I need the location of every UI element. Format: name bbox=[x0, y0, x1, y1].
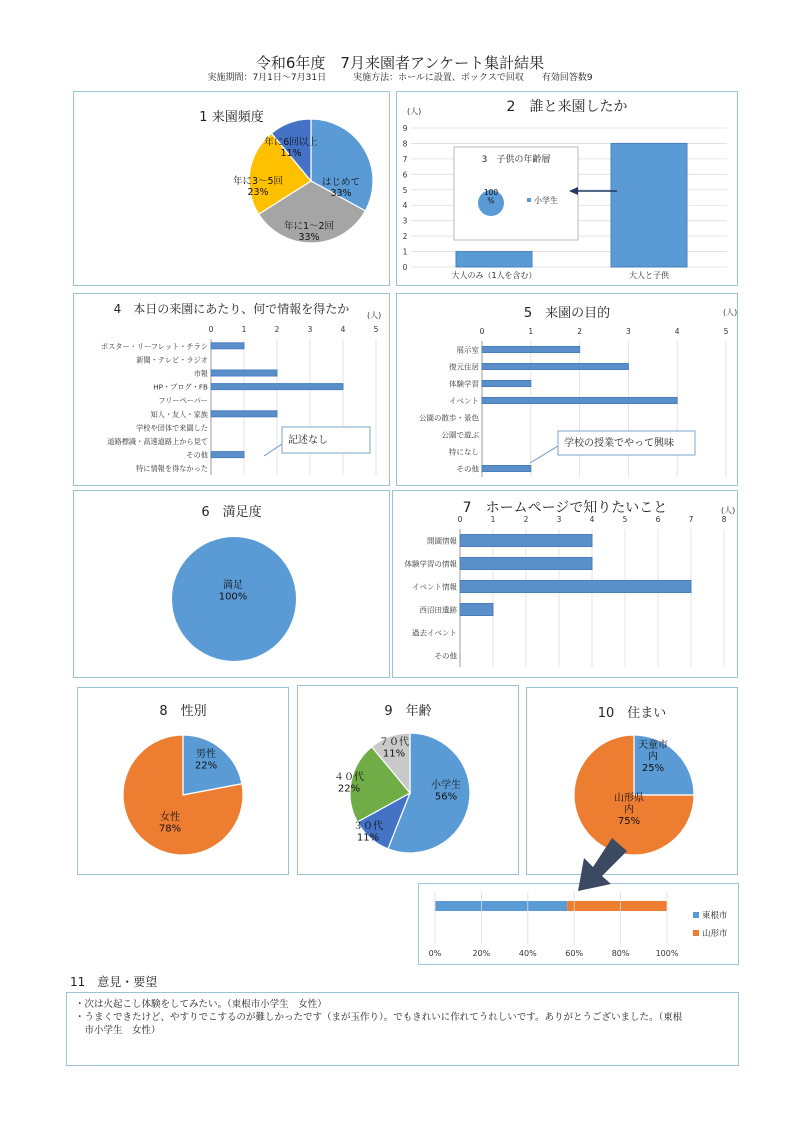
xtick-q4-2: 2 bbox=[274, 325, 280, 334]
pie-label-q9-0: 小学生 56% bbox=[431, 780, 461, 803]
bar-q5-2 bbox=[482, 381, 531, 387]
chart-title-q5: 5 来園の目的 bbox=[523, 306, 611, 321]
xtick-q7-2: 2 bbox=[523, 515, 529, 524]
ytick-q2-2: 2 bbox=[402, 232, 408, 242]
panel-q4 bbox=[73, 293, 390, 486]
panel-q8 bbox=[77, 687, 289, 875]
ytick-q4-4: フリーペーパー bbox=[158, 396, 208, 406]
panel-q10b bbox=[418, 883, 739, 965]
bar-q4-8 bbox=[211, 452, 244, 458]
axis-unit-q5: (人) bbox=[723, 308, 738, 317]
chart-q2 bbox=[397, 92, 739, 287]
panel-q7 bbox=[392, 490, 738, 678]
bar-q7-3 bbox=[460, 604, 493, 616]
xtick-q10b-4: 80% bbox=[611, 949, 630, 958]
xtick-q4-4: 4 bbox=[340, 325, 346, 334]
pie-label-q9-2: ４０代 22% bbox=[334, 772, 364, 795]
xtick-q10b-1: 20% bbox=[472, 949, 491, 958]
panel-q6 bbox=[73, 490, 390, 678]
xtick-q7-4: 4 bbox=[589, 515, 595, 524]
xtick-q2-1: 大人と子供 bbox=[629, 271, 669, 280]
ytick-q4-5: 知人・友人・家族 bbox=[150, 409, 208, 419]
pie-label-q8-0: 男性 22% bbox=[194, 749, 218, 772]
xtick-q5-3: 3 bbox=[626, 327, 631, 336]
ytick-q2-7: 7 bbox=[402, 154, 408, 164]
ytick-q2-1: 1 bbox=[402, 247, 408, 257]
page-title: 令和6年度 7月来園者アンケート集計結果 bbox=[255, 54, 545, 72]
chart-q10 bbox=[527, 688, 739, 876]
ytick-q2-0: 0 bbox=[402, 263, 408, 272]
bar-q10b-1 bbox=[567, 901, 667, 911]
bar-q5-1 bbox=[482, 364, 628, 370]
xtick-q7-1: 1 bbox=[490, 515, 496, 524]
axis-unit-q7: (人) bbox=[721, 506, 736, 515]
panel-q2 bbox=[396, 91, 738, 286]
ytick-q2-4: 4 bbox=[402, 201, 408, 211]
ytick-q5-3: イベント bbox=[449, 396, 479, 406]
ytick-q2-6: 6 bbox=[402, 170, 408, 180]
pie-label-q10-0: 天童市内 25% bbox=[638, 740, 668, 774]
chart-q1 bbox=[74, 92, 391, 287]
ytick-q4-6: 学校や団体で来園した bbox=[136, 423, 208, 433]
ytick-q5-0: 展示室 bbox=[456, 345, 479, 355]
panel-q10 bbox=[526, 687, 738, 875]
pie-label-q9-1: ３０代 11% bbox=[353, 821, 383, 844]
panel-q1 bbox=[73, 91, 390, 286]
chart-q8 bbox=[78, 688, 290, 876]
callout-line-q4 bbox=[264, 444, 282, 456]
ytick-q7-4: 過去イベント bbox=[412, 628, 457, 638]
pie-label-q1-1: 年に1～2回 33% bbox=[283, 221, 335, 243]
bar-q5-0 bbox=[482, 347, 580, 353]
ytick-q5-5: 公園で遊ぶ bbox=[441, 430, 479, 440]
pie-label-q1-0: はじめて 33% bbox=[321, 177, 361, 199]
bar-q7-1 bbox=[460, 558, 592, 570]
xtick-q7-7: 7 bbox=[688, 515, 694, 524]
xtick-q4-0: 0 bbox=[208, 325, 214, 334]
bar-q4-3 bbox=[211, 384, 343, 390]
bar-q5-7 bbox=[482, 466, 531, 472]
ytick-q4-0: ポスター・リーフレット・チラシ bbox=[100, 341, 208, 351]
xtick-q4-5: 5 bbox=[373, 325, 379, 334]
xtick-q10b-2: 40% bbox=[518, 949, 537, 958]
chart-title-q6: 6 満足度 bbox=[201, 505, 262, 520]
chart-title-q7: 7 ホームページで知りたいこと bbox=[462, 500, 668, 516]
legend-label-q10b-1: 山形市 bbox=[702, 929, 728, 939]
callout-line-q5 bbox=[530, 446, 558, 463]
ytick-q4-7: 道路標識・高速道路上から見て bbox=[107, 437, 208, 446]
axis-unit-q4: (人) bbox=[367, 311, 382, 320]
chart-title-q9: 9 年齢 bbox=[384, 704, 432, 719]
comments-box bbox=[66, 992, 739, 1066]
ytick-q5-2: 体験学習 bbox=[449, 379, 479, 389]
axis-unit-q2: (人) bbox=[407, 107, 422, 116]
xtick-q5-1: 1 bbox=[528, 327, 534, 336]
xtick-q7-5: 5 bbox=[622, 515, 628, 524]
xtick-q5-2: 2 bbox=[577, 327, 582, 336]
page-subtitle: 実施期間：7月1日～7月31日 実施方法：ホールに設置、ボックスで回収 有効回答数9 bbox=[207, 73, 593, 83]
pie-label-q9-3: ７０代 11% bbox=[379, 737, 409, 760]
bar-q2-1 bbox=[611, 143, 687, 267]
xtick-q7-3: 3 bbox=[556, 515, 562, 524]
comment-1: ・次は火起こし体験をしてみたい。（東根市小学生 女性） bbox=[75, 999, 327, 1010]
bar-q4-5 bbox=[211, 411, 277, 417]
ytick-q2-9: 9 bbox=[402, 124, 408, 133]
ytick-q7-3: 西沼田遺跡 bbox=[419, 605, 457, 615]
pie-label-q1-2: 年に3～5回 23% bbox=[232, 176, 284, 198]
bar-q7-0 bbox=[460, 535, 592, 547]
xtick-q4-1: 1 bbox=[241, 325, 247, 334]
chart-title-q10: 10 住まい bbox=[597, 706, 667, 721]
xtick-q10b-3: 60% bbox=[565, 949, 584, 958]
chart-title-q8: 8 性別 bbox=[159, 704, 207, 719]
ytick-q7-0: 開園情報 bbox=[427, 536, 457, 546]
xtick-q5-0: 0 bbox=[479, 327, 485, 336]
legend-swatch-q3 bbox=[527, 198, 531, 202]
legend-label-q10b-0: 東根市 bbox=[702, 911, 728, 921]
inset-q3-title: 3 子供の年齢層 bbox=[481, 155, 551, 165]
ytick-q5-6: 特になし bbox=[449, 447, 479, 457]
bar-q4-2 bbox=[211, 370, 277, 376]
pie-label-q10-1: 山形県内 75% bbox=[614, 793, 644, 827]
bar-q10b-0 bbox=[435, 901, 567, 911]
ytick-q4-2: 市報 bbox=[193, 369, 208, 378]
xtick-q4-3: 3 bbox=[307, 325, 313, 334]
xtick-q5-4: 4 bbox=[674, 327, 680, 336]
ytick-q5-4: 公園の散歩・景色 bbox=[419, 413, 479, 423]
chart-title-q1: 1 来園頻度 bbox=[199, 110, 264, 125]
chart-q9 bbox=[298, 686, 520, 876]
chart-title-q4: 4 本日の来園にあたり、何で情報を得たか bbox=[113, 302, 350, 316]
ytick-q2-5: 5 bbox=[402, 185, 408, 195]
xtick-q5-5: 5 bbox=[723, 327, 729, 336]
comment-3: 市小学生 女性） bbox=[75, 1025, 161, 1036]
chart-q6 bbox=[74, 491, 391, 679]
chart-q5 bbox=[397, 294, 739, 487]
xtick-q10b-0: 0% bbox=[428, 949, 442, 958]
pie-label-q3-0: 100 % bbox=[483, 188, 499, 206]
chart-q10b bbox=[419, 884, 740, 966]
legend-label-q3: 小学生 bbox=[534, 196, 558, 205]
bar-q7-2 bbox=[460, 581, 691, 593]
chart-q7 bbox=[393, 491, 739, 679]
ytick-q4-1: 新聞・テレビ・ラジオ bbox=[136, 355, 208, 365]
ytick-q7-5: その他 bbox=[434, 651, 457, 661]
comment-2: ・うまくできたけど、やすりでこするのが難しかったです（まが玉作り）。でもきれいに作れてうれしいです。ありがとうございました。（東根 bbox=[75, 1012, 683, 1023]
ytick-q4-8: その他 bbox=[186, 450, 208, 460]
ytick-q2-8: 8 bbox=[402, 139, 408, 149]
xtick-q7-0: 0 bbox=[457, 515, 463, 524]
pie-label-q8-1: 女性 78% bbox=[158, 812, 182, 835]
callout-text-q5: 学校の授業でやって興味 bbox=[564, 438, 674, 449]
ytick-q4-3: HP・ブログ・FB bbox=[153, 382, 208, 392]
chart-title-q2: 2 誰と来園したか bbox=[506, 99, 628, 115]
panel-q5 bbox=[396, 293, 738, 486]
chart-q4 bbox=[74, 294, 391, 487]
xtick-q2-0: 大人のみ（1人を含む） bbox=[451, 271, 537, 280]
xtick-q7-8: 8 bbox=[721, 515, 727, 524]
ytick-q7-1: 体験学習の情報 bbox=[404, 559, 457, 569]
bar-q5-3 bbox=[482, 398, 677, 404]
ytick-q4-9: 特に情報を得なかった bbox=[136, 464, 208, 474]
bar-q2-0 bbox=[456, 252, 532, 267]
ytick-q7-2: イベント情報 bbox=[412, 582, 457, 592]
ytick-q5-1: 復元住居 bbox=[449, 362, 479, 372]
xtick-q7-6: 6 bbox=[655, 515, 661, 524]
pie-label-q6-0: 満足 100% bbox=[218, 580, 248, 603]
bar-q4-0 bbox=[211, 343, 244, 349]
section-11-title: 11 意見・要望 bbox=[70, 975, 158, 989]
xtick-q10b-5: 100% bbox=[655, 949, 679, 958]
callout-text-q4: 記述なし bbox=[288, 435, 328, 446]
pie-label-q1-3: 年に6回以上 11% bbox=[264, 137, 318, 159]
ytick-q5-7: その他 bbox=[456, 464, 479, 474]
panel-q9 bbox=[297, 685, 519, 875]
legend-swatch-q10b-1 bbox=[693, 930, 699, 936]
ytick-q2-3: 3 bbox=[402, 216, 408, 226]
legend-swatch-q10b-0 bbox=[693, 912, 699, 918]
